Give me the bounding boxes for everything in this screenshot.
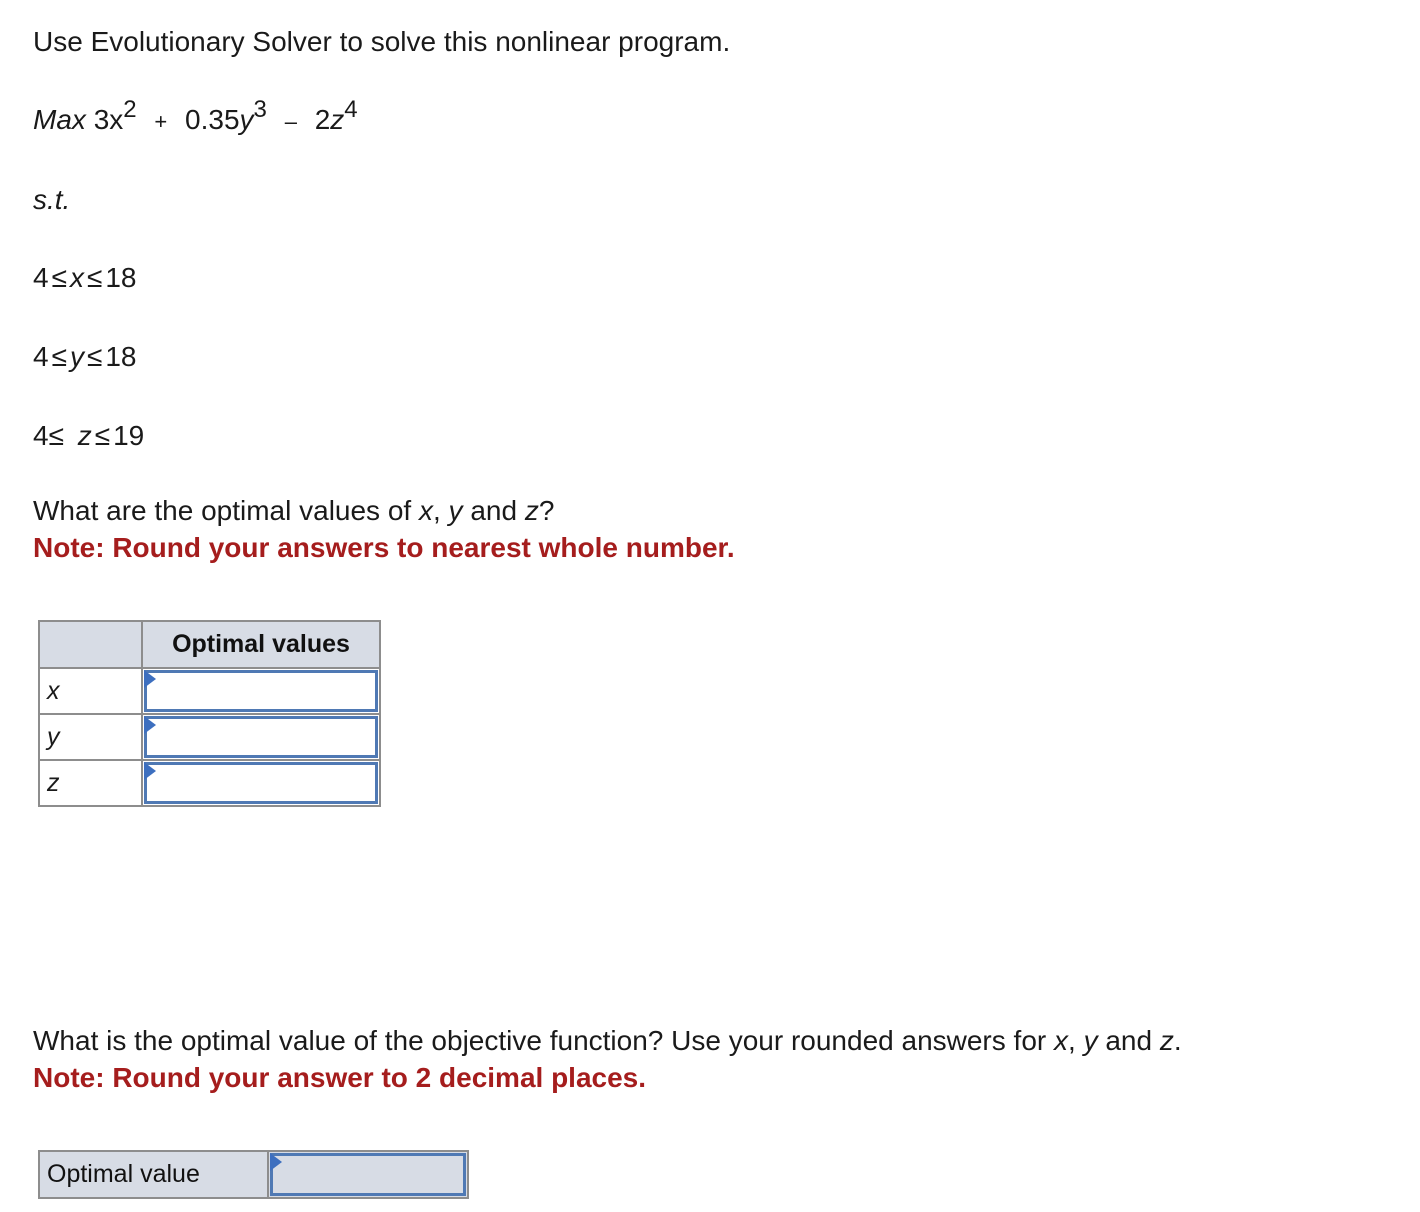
question2-var-y: y	[1083, 1025, 1098, 1056]
term2-exp: 3	[253, 96, 267, 123]
optimal-value-label: Optimal value	[39, 1151, 268, 1198]
term2-var: y	[239, 104, 254, 135]
st-label: s.t.	[33, 184, 71, 215]
constraint-upper: 18	[105, 341, 137, 372]
y-value-input[interactable]	[144, 716, 378, 758]
optimal-values-table	[38, 620, 381, 807]
input-cell-x	[142, 668, 380, 714]
leq-symbol: ≤	[51, 262, 67, 293]
question1-part: and	[462, 495, 525, 526]
term1-exp: 2	[123, 96, 137, 123]
constraint-upper: 19	[113, 420, 145, 451]
question1-text	[33, 495, 554, 527]
leq-symbol: ≤	[51, 341, 67, 372]
input-cell-z	[142, 760, 380, 806]
constraint-lower: 4	[33, 262, 49, 293]
plus-sign: +	[154, 109, 168, 134]
question1-part: ?	[538, 495, 555, 526]
header-optimal-values: Optimal values	[142, 621, 380, 668]
leq-symbol: ≤	[94, 420, 111, 451]
question2-text	[33, 1025, 1182, 1057]
question1-part: ,	[432, 495, 449, 526]
table-row	[39, 760, 380, 806]
header-blank-cell	[39, 621, 142, 668]
constraint-x	[33, 262, 136, 294]
row-label-z: z	[39, 760, 142, 806]
question2-part: ,	[1068, 1025, 1084, 1056]
optimal-value-table	[38, 1150, 469, 1199]
optimal-value-cell	[268, 1151, 468, 1198]
constraint-lower: 4	[33, 341, 49, 372]
term3-var: z	[330, 104, 345, 135]
table-row	[39, 668, 380, 714]
constraint-var: z	[77, 420, 92, 451]
z-value-input[interactable]	[144, 762, 378, 804]
leq-symbol: ≤	[86, 262, 103, 293]
table-row	[39, 1151, 468, 1198]
question2-var-z: z	[1159, 1025, 1174, 1056]
table-header-row	[39, 621, 380, 668]
row-label-y: y	[39, 714, 142, 760]
question1-var-y: y	[448, 495, 463, 526]
max-label: Max	[33, 104, 86, 135]
term3-coef: 2	[314, 104, 331, 135]
input-cell-y	[142, 714, 380, 760]
leq-symbol: ≤	[86, 341, 103, 372]
question2-var-x: x	[1054, 1025, 1068, 1056]
question2-part: .	[1173, 1025, 1182, 1056]
constraint-var: y	[69, 341, 84, 372]
constraint-var: x	[69, 262, 84, 293]
question2-part: What is the optimal value of the objective function? Use your rounded answers for	[33, 1025, 1054, 1056]
term3-exp: 4	[344, 96, 358, 123]
question2-note: Note: Round your answer to 2 decimal places.	[33, 1062, 647, 1093]
constraint-upper: 18	[105, 262, 137, 293]
term2-coef: 0.35	[185, 104, 240, 135]
question1-part: What are the optimal values of	[33, 495, 419, 526]
question1-var-z: z	[524, 495, 539, 526]
constraint-lower: 4	[33, 420, 49, 451]
question1-note: Note: Round your answers to nearest whole number.	[33, 532, 735, 563]
x-value-input[interactable]	[144, 670, 378, 712]
question2-part: and	[1097, 1025, 1160, 1056]
intro-text: Use Evolutionary Solver to solve this nonlinear program.	[33, 26, 731, 57]
question1-var-x: x	[418, 495, 433, 526]
objective-function	[33, 96, 358, 136]
minus-sign: –	[284, 109, 297, 134]
constraint-y	[33, 341, 136, 373]
leq-symbol: ≤	[48, 420, 64, 451]
constraint-z	[33, 420, 144, 452]
row-label-x: x	[39, 668, 142, 714]
optimal-value-input[interactable]	[270, 1153, 466, 1196]
term1-base: 3x	[93, 104, 124, 135]
table-row	[39, 714, 380, 760]
